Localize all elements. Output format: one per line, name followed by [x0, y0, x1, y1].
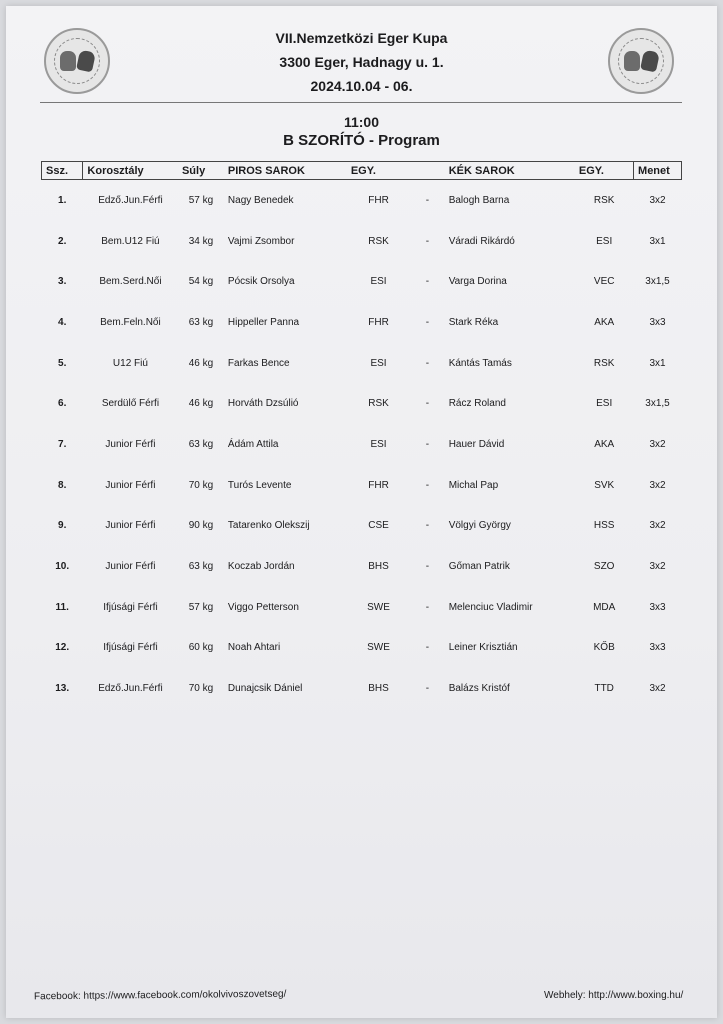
separator: - [425, 520, 430, 532]
table-row [42, 383, 682, 424]
bout-number: 8. [58, 479, 67, 491]
col-age: Korosztály [83, 162, 178, 180]
red-corner-name: Ádám Attila [227, 438, 279, 450]
col-red-club: EGY. [347, 162, 410, 180]
table-header-row [42, 162, 682, 180]
rounds: 3x2 [649, 479, 666, 491]
red-corner-name: Farkas Bence [227, 357, 290, 369]
event-dates: 2024.10.04 - 06. [310, 78, 413, 94]
red-corner-name: Pócsik Orsolya [227, 276, 295, 288]
red-corner-name: Viggo Petterson [227, 601, 299, 613]
red-corner-club: FHR [368, 194, 389, 206]
separator: - [425, 316, 430, 328]
blue-corner-club: SVK [594, 479, 615, 491]
bout-number: 7. [58, 438, 67, 450]
weight-class: 57 kg [188, 601, 214, 613]
rounds: 3x2 [649, 520, 666, 532]
weight-class: 90 kg [188, 520, 214, 532]
age-group: Junior Férfi [105, 561, 156, 573]
red-corner-club: RSK [368, 398, 389, 410]
blue-corner-name: Völgyi György [448, 520, 511, 532]
age-group: Junior Férfi [105, 520, 156, 532]
bout-number: 3. [58, 276, 67, 288]
session-title: B SZORÍTÓ - Program [283, 132, 440, 149]
red-corner-name: Nagy Benedek [227, 194, 294, 206]
footer-website: Webhely: http://www.boxing.hu/ [544, 990, 684, 1001]
table-row [42, 221, 682, 262]
blue-corner-club: AKA [594, 316, 615, 328]
separator: - [425, 235, 430, 247]
program-sheet [6, 6, 717, 1018]
red-corner-club: SWE [367, 601, 390, 613]
table-row [42, 465, 682, 506]
weight-class: 46 kg [188, 398, 214, 410]
table-row [42, 343, 682, 384]
blue-corner-name: Váradi Rikárdó [448, 235, 515, 247]
rounds: 3x1,5 [645, 398, 670, 410]
blue-corner-name: Balogh Barna [448, 194, 510, 206]
rounds: 3x2 [649, 194, 666, 206]
red-corner-club: SWE [367, 642, 390, 654]
age-group: Edző.Jun.Férfi [98, 194, 163, 206]
separator: - [425, 276, 430, 288]
red-corner-name: Dunajcsik Dániel [227, 683, 303, 695]
weight-class: 54 kg [188, 276, 214, 288]
rounds: 3x3 [649, 601, 666, 613]
red-corner-club: BHS [368, 561, 389, 573]
weight-class: 63 kg [188, 561, 214, 573]
separator: - [425, 683, 430, 695]
rounds: 3x1 [649, 235, 666, 247]
blue-corner-club: VEC [593, 276, 615, 288]
weight-class: 34 kg [188, 235, 214, 247]
bout-number: 13. [55, 683, 70, 695]
separator: - [425, 398, 430, 410]
blue-corner-club: RSK [593, 194, 615, 206]
table-row [42, 628, 682, 669]
bout-number: 2. [58, 235, 67, 247]
blue-corner-club: TTD [594, 683, 614, 695]
age-group: Junior Férfi [105, 479, 156, 491]
red-corner-name: Hippeller Panna [227, 316, 300, 328]
bout-number: 9. [58, 520, 67, 532]
red-corner-club: ESI [370, 357, 387, 369]
blue-corner-name: Stark Réka [448, 316, 499, 328]
separator: - [425, 194, 430, 206]
col-blue-club: EGY. [575, 162, 634, 180]
weight-class: 63 kg [188, 316, 214, 328]
red-corner-club: CSE [368, 520, 389, 532]
red-corner-name: Vajmi Zsombor [227, 235, 295, 247]
separator: - [425, 601, 430, 613]
red-corner-club: RSK [368, 235, 389, 247]
blue-corner-club: HSS [593, 520, 615, 532]
col-blue-corner: KÉK SAROK [445, 162, 575, 180]
blue-corner-name: Melenciuc Vladimir [448, 601, 533, 613]
col-weight: Súly [178, 162, 224, 180]
table-row [42, 180, 682, 221]
bout-number: 5. [58, 357, 67, 369]
table-row [42, 546, 682, 587]
blue-corner-name: Gőman Patrik [448, 561, 510, 573]
age-group: Edző.Jun.Férfi [98, 683, 163, 695]
age-group: Ifjúsági Férfi [103, 601, 158, 613]
event-title: VII.Nemzetközi Eger Kupa [275, 30, 448, 46]
age-group: U12 Fiú [112, 357, 148, 369]
col-num: Ssz. [42, 162, 83, 180]
rounds: 3x3 [649, 316, 666, 328]
blue-corner-name: Hauer Dávid [448, 438, 505, 450]
red-corner-club: BHS [368, 683, 389, 695]
blue-corner-club: AKA [594, 438, 615, 450]
blue-corner-club: KŐB [593, 642, 615, 654]
red-corner-club: ESI [370, 438, 387, 450]
red-corner-name: Horváth Dzsúlió [227, 398, 299, 410]
bout-number: 1. [58, 194, 67, 206]
weight-class: 70 kg [188, 479, 214, 491]
rounds: 3x2 [649, 438, 666, 450]
rounds: 3x3 [649, 642, 666, 654]
separator: - [425, 479, 430, 491]
blue-corner-club: SZO [593, 561, 615, 573]
separator: - [425, 642, 430, 654]
weight-class: 60 kg [188, 642, 214, 654]
rounds: 3x1 [649, 357, 666, 369]
bout-number: 11. [55, 601, 69, 613]
rounds: 3x1,5 [645, 276, 670, 288]
age-group: Junior Férfi [105, 438, 156, 450]
footer-facebook: Facebook: https://www.facebook.com/okolvivoszovetseg/ [33, 988, 287, 1003]
header-divider [40, 102, 682, 103]
separator: - [425, 357, 430, 369]
table-row [42, 506, 682, 547]
blue-corner-club: MDA [593, 601, 616, 613]
age-group: Bem.U12 Fiú [101, 235, 160, 247]
weight-class: 63 kg [188, 438, 214, 450]
blue-corner-name: Balázs Kristóf [448, 683, 510, 695]
weight-class: 57 kg [188, 194, 214, 206]
age-group: Ifjúsági Férfi [103, 642, 158, 654]
red-corner-name: Noah Ahtari [227, 642, 281, 654]
red-corner-club: ESI [370, 276, 387, 288]
red-corner-name: Turós Levente [227, 479, 292, 491]
table-row [42, 302, 682, 343]
red-corner-club: FHR [368, 316, 389, 328]
bout-number: 12. [55, 642, 70, 654]
blue-corner-name: Varga Dorina [448, 276, 507, 288]
age-group: Bem.Serd.Női [99, 276, 162, 288]
red-corner-club: FHR [368, 479, 389, 491]
blue-corner-name: Kántás Tamás [448, 357, 512, 369]
red-corner-name: Koczab Jordán [227, 561, 295, 573]
session-time: 11:00 [343, 114, 380, 130]
red-corner-name: Tatarenko Olekszij [227, 520, 310, 532]
col-rounds: Menet [634, 162, 682, 180]
blue-corner-club: RSK [593, 357, 615, 369]
rounds: 3x2 [649, 561, 666, 573]
separator: - [425, 561, 430, 573]
separator: - [425, 438, 430, 450]
blue-corner-club: ESI [596, 235, 613, 247]
table-row [42, 668, 682, 709]
table-row [42, 587, 682, 628]
bout-table [41, 161, 682, 709]
weight-class: 46 kg [188, 357, 214, 369]
age-group: Serdülő Férfi [101, 398, 160, 410]
rounds: 3x2 [649, 683, 666, 695]
bout-number: 4. [58, 316, 67, 328]
weight-class: 70 kg [188, 683, 214, 695]
blue-corner-name: Michal Pap [448, 479, 499, 491]
blue-corner-club: ESI [596, 398, 613, 410]
age-group: Bem.Feln.Női [100, 316, 161, 328]
col-red-corner: PIROS SAROK [224, 162, 347, 180]
table-row [42, 261, 682, 302]
event-address: 3300 Eger, Hadnagy u. 1. [279, 54, 444, 70]
bout-number: 10. [55, 561, 70, 573]
bout-number: 6. [58, 398, 67, 410]
table-row [42, 424, 682, 465]
blue-corner-name: Rácz Roland [448, 398, 506, 410]
blue-corner-name: Leiner Krisztián [448, 642, 518, 654]
